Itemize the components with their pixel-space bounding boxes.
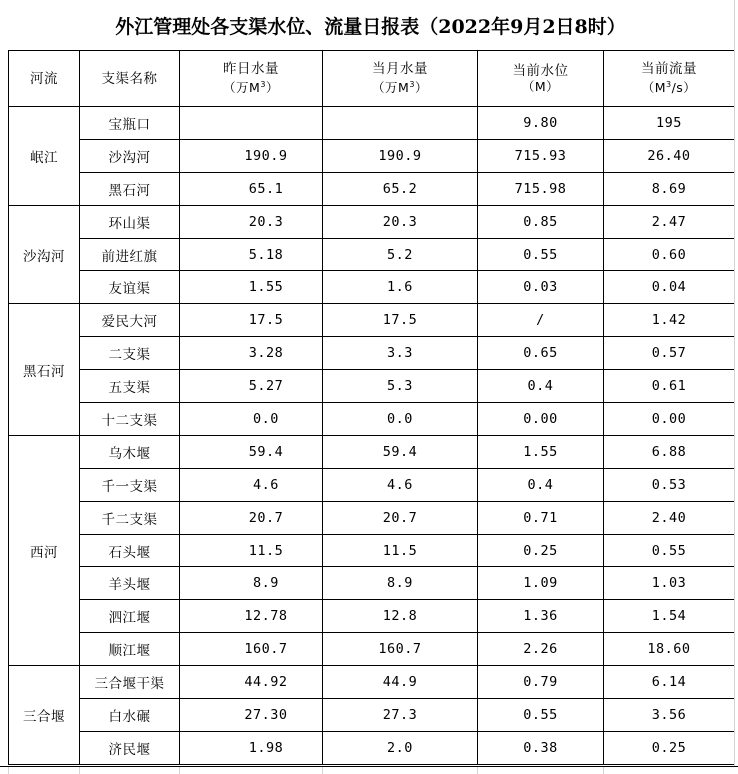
month-cell: 160.7 bbox=[323, 633, 478, 666]
header-row bbox=[9, 51, 735, 107]
yesterday-cell: 65.1 bbox=[180, 172, 323, 205]
flow-cell: 2.40 bbox=[604, 501, 735, 534]
yesterday-cell: 4.6 bbox=[180, 468, 323, 501]
table-row bbox=[9, 567, 735, 600]
month-cell: 11.5 bbox=[323, 534, 478, 567]
table-row bbox=[9, 403, 735, 436]
branch-cell: 黑石河 bbox=[80, 172, 180, 205]
yesterday-cell: 3.28 bbox=[180, 337, 323, 370]
level-cell: 1.55 bbox=[478, 435, 604, 468]
month-cell: 3.3 bbox=[323, 337, 478, 370]
branch-cell: 环山渠 bbox=[80, 205, 180, 238]
header-yesterday-unit: （万$M^3$） bbox=[223, 79, 279, 96]
month-cell: 5.3 bbox=[323, 370, 478, 403]
flow-cell: 0.60 bbox=[604, 238, 735, 271]
yesterday-cell bbox=[180, 107, 323, 140]
yesterday-cell: 160.7 bbox=[180, 633, 323, 666]
month-cell: 5.2 bbox=[323, 238, 478, 271]
flow-cell: 0.57 bbox=[604, 337, 735, 370]
header-river: 河流 bbox=[9, 51, 80, 107]
table-row bbox=[9, 271, 735, 304]
flow-cell: 0.25 bbox=[604, 731, 735, 764]
table-row bbox=[9, 435, 735, 468]
table-row bbox=[9, 501, 735, 534]
month-cell bbox=[323, 107, 478, 140]
month-cell: 20.7 bbox=[323, 501, 478, 534]
table-row bbox=[9, 304, 735, 337]
flow-cell: 3.56 bbox=[604, 699, 735, 732]
yesterday-cell: 190.9 bbox=[180, 139, 323, 172]
flow-cell: 2.47 bbox=[604, 205, 735, 238]
month-cell: 65.2 bbox=[323, 172, 478, 205]
header-flow-unit: $(M^3/s)$ bbox=[641, 79, 697, 96]
yesterday-cell: 27.30 bbox=[180, 699, 323, 732]
river-cell: 沙沟河 bbox=[9, 205, 80, 304]
header-current-flow bbox=[604, 51, 735, 107]
table-row bbox=[9, 205, 735, 238]
yesterday-cell: 20.7 bbox=[180, 501, 323, 534]
report-table bbox=[8, 50, 735, 765]
branch-cell: 前进红旗 bbox=[80, 238, 180, 271]
branch-cell: 泗江堰 bbox=[80, 600, 180, 633]
level-cell: 715.98 bbox=[478, 172, 604, 205]
flow-cell: 195 bbox=[604, 107, 735, 140]
table-row bbox=[9, 731, 735, 764]
table-row bbox=[9, 468, 735, 501]
branch-cell: 十二支渠 bbox=[80, 403, 180, 436]
level-cell: 2.26 bbox=[478, 633, 604, 666]
table-row bbox=[9, 107, 735, 140]
branch-cell: 千二支渠 bbox=[80, 501, 180, 534]
river-cell: 三合堰 bbox=[9, 666, 80, 765]
header-level-unit: （M） bbox=[521, 78, 560, 94]
level-cell: 0.79 bbox=[478, 666, 604, 699]
branch-cell: 白水碾 bbox=[80, 699, 180, 732]
month-cell: 12.8 bbox=[323, 600, 478, 633]
yesterday-cell: 8.9 bbox=[180, 567, 323, 600]
flow-cell: 1.54 bbox=[604, 600, 735, 633]
level-cell: 0.85 bbox=[478, 205, 604, 238]
level-cell: 0.00 bbox=[478, 403, 604, 436]
level-cell: 715.93 bbox=[478, 139, 604, 172]
level-cell: 1.36 bbox=[478, 600, 604, 633]
table-row bbox=[9, 534, 735, 567]
month-cell: 44.9 bbox=[323, 666, 478, 699]
branch-cell: 爱民大河 bbox=[80, 304, 180, 337]
header-yesterday-label: 昨日水量 bbox=[223, 60, 279, 77]
month-cell: 4.6 bbox=[323, 468, 478, 501]
table-row bbox=[9, 370, 735, 403]
yesterday-cell: 1.55 bbox=[180, 271, 323, 304]
flow-cell: 6.88 bbox=[604, 435, 735, 468]
branch-cell: 宝瓶口 bbox=[80, 107, 180, 140]
month-cell: 17.5 bbox=[323, 304, 478, 337]
flow-cell: 1.03 bbox=[604, 567, 735, 600]
branch-cell: 友谊渠 bbox=[80, 271, 180, 304]
branch-cell: 千一支渠 bbox=[80, 468, 180, 501]
level-cell: 0.71 bbox=[478, 501, 604, 534]
month-cell: 8.9 bbox=[323, 567, 478, 600]
yesterday-cell: 44.92 bbox=[180, 666, 323, 699]
report-title: 外江管理处各支渠水位、流量日报表（2022年9月2日8时） bbox=[8, 0, 733, 51]
yesterday-cell: 0.0 bbox=[180, 403, 323, 436]
month-cell: 0.0 bbox=[323, 403, 478, 436]
header-current-level bbox=[478, 51, 604, 107]
yesterday-cell: 5.27 bbox=[180, 370, 323, 403]
level-cell: 0.65 bbox=[478, 337, 604, 370]
header-level-label: 当前水位 bbox=[512, 62, 569, 79]
flow-cell: 0.00 bbox=[604, 403, 735, 436]
table-row bbox=[9, 600, 735, 633]
branch-cell: 石头堰 bbox=[80, 534, 180, 567]
branch-cell: 乌木堰 bbox=[80, 435, 180, 468]
month-cell: 20.3 bbox=[323, 205, 478, 238]
header-month-volume bbox=[323, 51, 478, 107]
branch-cell: 三合堰干渠 bbox=[80, 666, 180, 699]
flow-cell: 0.04 bbox=[604, 271, 735, 304]
yesterday-cell: 11.5 bbox=[180, 534, 323, 567]
yesterday-cell: 59.4 bbox=[180, 435, 323, 468]
level-cell: / bbox=[478, 304, 604, 337]
branch-cell: 沙沟河 bbox=[80, 139, 180, 172]
level-cell: 1.09 bbox=[478, 567, 604, 600]
flow-cell: 18.60 bbox=[604, 633, 735, 666]
level-cell: 0.25 bbox=[478, 534, 604, 567]
level-cell: 0.55 bbox=[478, 238, 604, 271]
yesterday-cell: 5.18 bbox=[180, 238, 323, 271]
yesterday-cell: 1.98 bbox=[180, 731, 323, 764]
branch-cell: 二支渠 bbox=[80, 337, 180, 370]
yesterday-cell: 17.5 bbox=[180, 304, 323, 337]
month-cell: 1.6 bbox=[323, 271, 478, 304]
header-yesterday-volume bbox=[180, 51, 323, 107]
flow-cell: 0.55 bbox=[604, 534, 735, 567]
flow-cell: 1.42 bbox=[604, 304, 735, 337]
flow-cell: 0.61 bbox=[604, 370, 735, 403]
river-cell: 黑石河 bbox=[9, 304, 80, 436]
table-row bbox=[9, 172, 735, 205]
header-branch: 支渠名称 bbox=[80, 51, 180, 107]
flow-cell: 26.40 bbox=[604, 139, 735, 172]
sheet-gridline-edge bbox=[734, 0, 738, 773]
level-cell: 0.03 bbox=[478, 271, 604, 304]
flow-cell: 0.53 bbox=[604, 468, 735, 501]
table-row bbox=[9, 699, 735, 732]
level-cell: 0.4 bbox=[478, 370, 604, 403]
level-cell: 0.4 bbox=[478, 468, 604, 501]
table-row bbox=[9, 666, 735, 699]
month-cell: 27.3 bbox=[323, 699, 478, 732]
table-row bbox=[9, 238, 735, 271]
level-cell: 0.55 bbox=[478, 699, 604, 732]
branch-cell: 五支渠 bbox=[80, 370, 180, 403]
flow-cell: 6.14 bbox=[604, 666, 735, 699]
header-month-unit: （万$M^3$） bbox=[372, 79, 428, 96]
level-cell: 9.80 bbox=[478, 107, 604, 140]
month-cell: 59.4 bbox=[323, 435, 478, 468]
river-cell: 岷江 bbox=[9, 107, 80, 206]
month-cell: 2.0 bbox=[323, 731, 478, 764]
header-flow-label: 当前流量 bbox=[641, 60, 697, 77]
river-cell: 西河 bbox=[9, 435, 80, 665]
table-row bbox=[9, 633, 735, 666]
branch-cell: 顺江堰 bbox=[80, 633, 180, 666]
table-row bbox=[9, 139, 735, 172]
level-cell: 0.38 bbox=[478, 731, 604, 764]
header-month-label: 当月水量 bbox=[372, 60, 428, 77]
table-row bbox=[9, 337, 735, 370]
branch-cell: 济民堰 bbox=[80, 731, 180, 764]
flow-cell: 8.69 bbox=[604, 172, 735, 205]
yesterday-cell: 20.3 bbox=[180, 205, 323, 238]
yesterday-cell: 12.78 bbox=[180, 600, 323, 633]
branch-cell: 羊头堰 bbox=[80, 567, 180, 600]
month-cell: 190.9 bbox=[323, 139, 478, 172]
